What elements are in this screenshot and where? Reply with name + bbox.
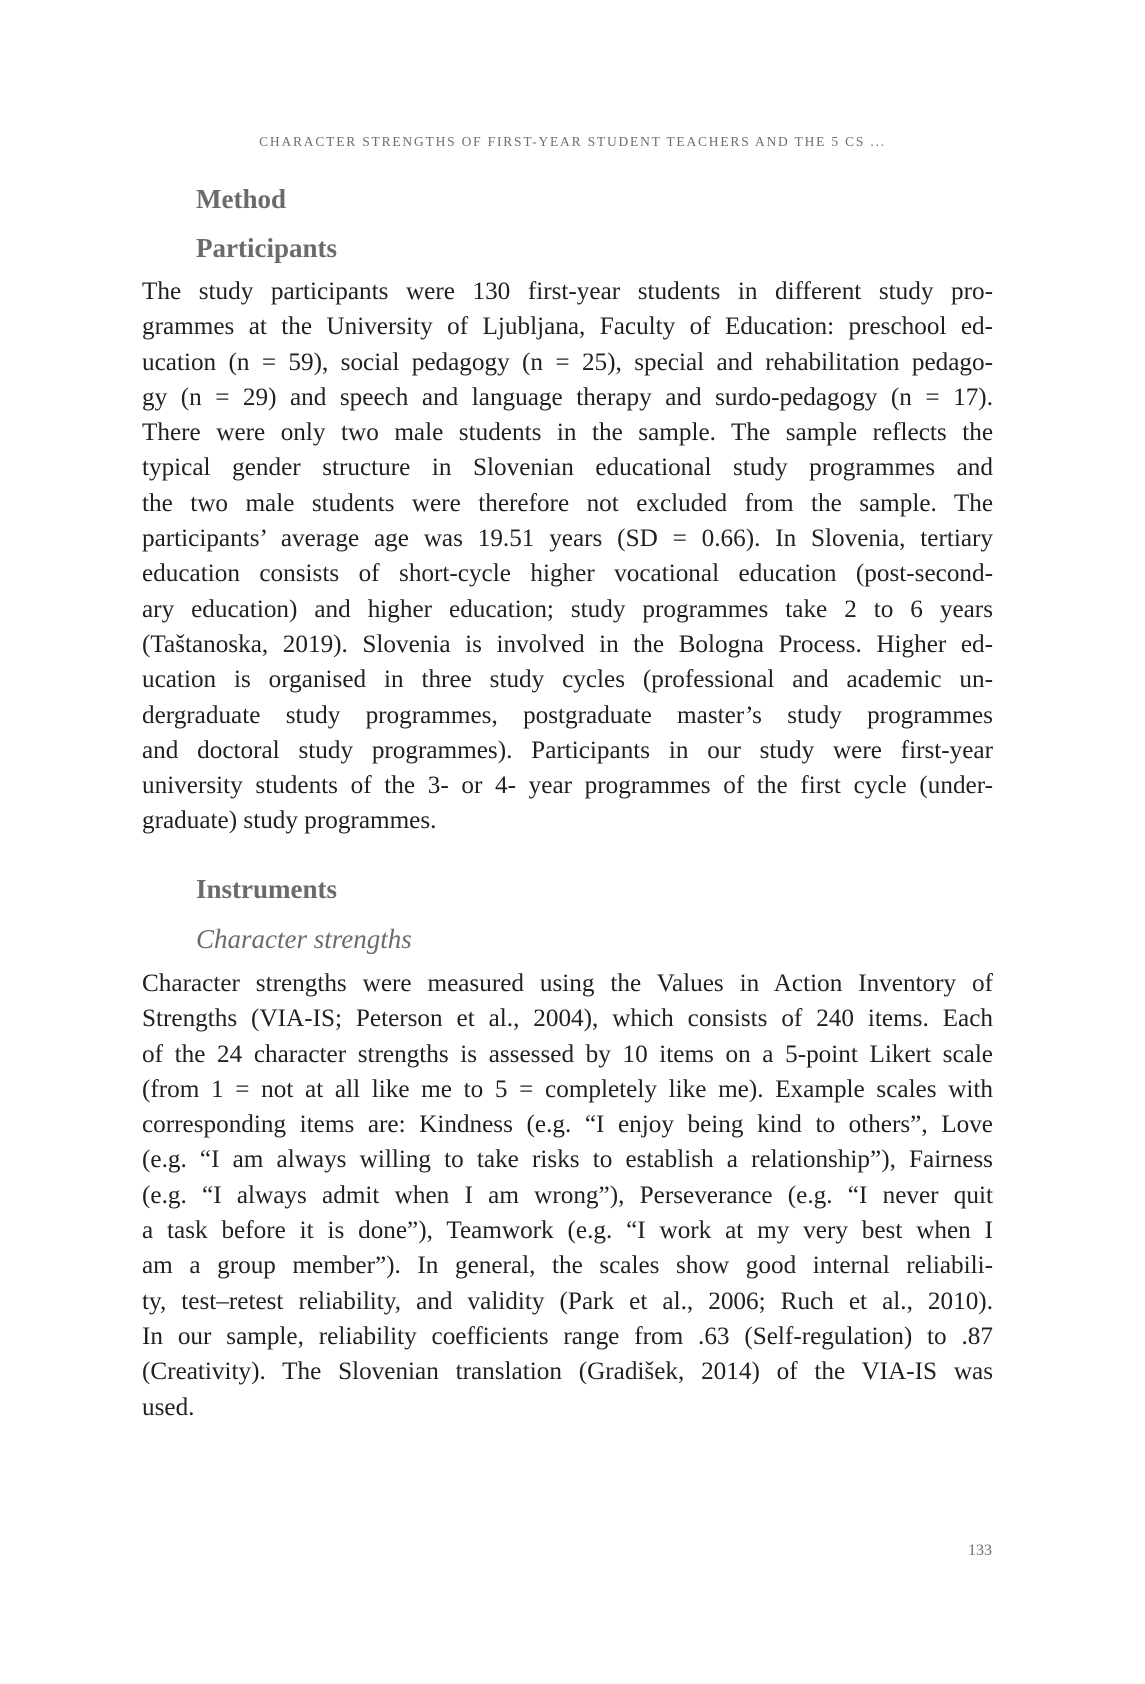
- paragraph-line: ary education) and higher education; study programmes take 2 to 6 years: [142, 595, 993, 623]
- paragraph-line: In our sample, reliability coefficients range from .63 (Self-regulation) to .87: [142, 1322, 993, 1350]
- paragraph-line: (from 1 = not at all like me to 5 = completely like me). Example scales with: [142, 1075, 993, 1103]
- paragraph-line: ty, test–retest reliability, and validity (Park et al., 2006; Ruch et al., 2010).: [142, 1287, 993, 1315]
- subheading-character-strengths: Character strengths: [196, 924, 412, 954]
- paragraph-line: There were only two male students in the sample. The sample reflects the: [142, 419, 993, 447]
- paragraph-line: gy (n = 29) and speech and language therapy and surdo-pedagogy (n = 17).: [142, 383, 993, 411]
- paragraph-line: (e.g. “I am always willing to take risks to establish a relationship”), Fairness: [142, 1146, 993, 1174]
- paragraph-line: (Creativity). The Slovenian translation (Gradišek, 2014) of the VIA-IS was: [142, 1358, 993, 1386]
- paragraph-line: grammes at the University of Ljubljana, Faculty of Education: preschool ed-: [142, 313, 993, 341]
- instruments-paragraph: [142, 966, 993, 1425]
- paragraph-line: university students of the 3- or 4- year programmes of the first cycle (under-: [142, 772, 993, 800]
- paragraph-line: ucation is organised in three study cycles (professional and academic un-: [142, 666, 993, 694]
- page-number: 133: [968, 1542, 992, 1559]
- paragraph-line: a task before it is done”), Teamwork (e.g. “I work at my very best when I: [142, 1217, 993, 1245]
- paragraph-line: dergraduate study programmes, postgraduate master’s study programmes: [142, 701, 993, 729]
- paragraph-line: (e.g. “I always admit when I am wrong”), Perseverance (e.g. “I never quit: [142, 1181, 993, 1209]
- paragraph-line: (Taštanoska, 2019). Slovenia is involved in the Bologna Process. Higher ed-: [142, 630, 993, 658]
- paragraph-line: ucation (n = 59), social pedagogy (n = 25), special and rehabilitation pedago-: [142, 348, 993, 376]
- paragraph-line: graduate) study programmes.: [142, 807, 437, 835]
- running-head: CHARACTER STRENGTHS OF FIRST-YEAR STUDENT TEACHERS AND THE 5 CS ...: [259, 134, 886, 149]
- paragraph-line: typical gender structure in Slovenian educational study programmes and: [142, 454, 993, 482]
- paragraph-line: used.: [142, 1393, 195, 1421]
- paragraph-line: corresponding items are: Kindness (e.g. “I enjoy being kind to others”, Love: [142, 1111, 993, 1139]
- paragraph-line: the two male students were therefore not excluded from the sample. The: [142, 489, 993, 517]
- section-heading-method: Method: [196, 184, 286, 214]
- paragraph-line: The study participants were 130 first-year students in different study pro-: [142, 278, 993, 305]
- paragraph-line: am a group member”). In general, the scales show good internal reliabili-: [142, 1252, 993, 1280]
- section-heading-participants: Participants: [196, 233, 337, 263]
- paragraph-line: education consists of short-cycle higher vocational education (post-second-: [142, 560, 993, 588]
- participants-paragraph: [142, 274, 993, 839]
- paragraph-line: of the 24 character strengths is assessed by 10 items on a 5-point Likert scale: [142, 1040, 993, 1068]
- paragraph-line: Strengths (VIA-IS; Peterson et al., 2004), which consists of 240 items. Each: [142, 1005, 993, 1033]
- paragraph-line: Character strengths were measured using the Values in Action Inventory of: [142, 970, 993, 997]
- paragraph-line: and doctoral study programmes). Participants in our study were first-year: [142, 736, 993, 764]
- paragraph-line: participants’ average age was 19.51 years (SD = 0.66). In Slovenia, tertiary: [142, 525, 993, 553]
- section-heading-instruments: Instruments: [196, 874, 338, 904]
